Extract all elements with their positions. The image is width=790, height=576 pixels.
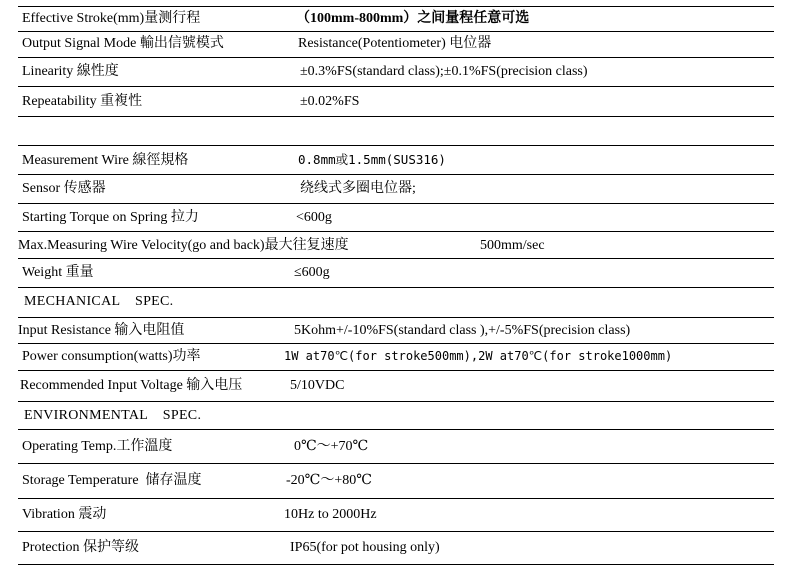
spec-row-linearity (18, 58, 774, 87)
spec-value: ±0.02%FS (300, 94, 360, 109)
spec-label: Vibration 震动 (22, 507, 107, 522)
spec-label: Starting Torque on Spring 拉力 (22, 210, 199, 225)
spec-label: Weight 重量 (22, 265, 94, 280)
section-heading: ENVIRONMENTAL SPEC. (24, 408, 202, 423)
spec-label: Power consumption(watts)功率 (22, 349, 201, 364)
spec-value: IP65(for pot housing only) (290, 540, 440, 555)
section-mechanical (18, 288, 774, 318)
spec-label: Protection 保护等级 (22, 540, 140, 555)
spec-label: Storage Temperature 储存温度 (22, 473, 202, 488)
spec-value: 10Hz to 2000Hz (284, 507, 377, 522)
spec-value: 500mm/sec (480, 238, 545, 253)
spec-row-sensor (18, 174, 774, 204)
spec-label: Output Signal Mode 輸出信號模式 (22, 36, 224, 51)
section-heading: MECHANICAL SPEC. (24, 294, 174, 309)
spec-label: Recommended Input Voltage 输入电压 (20, 378, 243, 393)
spec-row-repeatability (18, 87, 774, 117)
spec-value: 1W at70℃(for stroke500mm),2W at70℃(for stroke1000mm) (284, 349, 673, 363)
spec-row-max-velocity (18, 232, 774, 259)
spec-row-weight (18, 259, 774, 288)
spec-value: 5/10VDC (290, 378, 345, 393)
spec-label: Max.Measuring Wire Velocity(go and back)最大往复速度 (18, 238, 349, 253)
spec-label: Input Resistance 输入电阻值 (18, 323, 185, 338)
spec-label: Measurement Wire 線徑規格 (22, 153, 189, 168)
spec-row-storage-temp (18, 464, 774, 499)
spec-label: Effective Stroke(mm)量测行程 (22, 11, 201, 26)
section-environmental (18, 402, 774, 430)
spec-row-output-signal (18, 31, 774, 58)
spec-value: 0.8mm或1.5mm(SUS316) (298, 152, 446, 167)
spec-row-starting-torque (18, 204, 774, 232)
spec-row-vibration (18, 499, 774, 532)
spec-label: Operating Temp.工作溫度 (22, 439, 173, 454)
spec-row-power-consumption (18, 344, 774, 371)
spec-row-measurement-wire (18, 145, 774, 175)
spec-value: （100mm-800mm）之间量程任意可选 (296, 11, 530, 26)
spec-value: ≤600g (294, 265, 330, 280)
spec-value: 绕线式多圈电位器; (300, 181, 416, 196)
spec-value: 0℃～+70℃ (294, 439, 369, 454)
spec-value: -20℃～+80℃ (286, 473, 372, 488)
spec-row-protection (18, 532, 774, 565)
spec-value: 5Kohm+/-10%FS(standard class ),+/-5%FS(precision class) (294, 323, 631, 338)
spec-label: Linearity 線性度 (22, 64, 119, 79)
spec-value: Resistance(Potentiometer) 电位器 (298, 36, 492, 51)
spec-row-effective-stroke (18, 6, 774, 32)
spec-row-input-voltage (18, 371, 774, 402)
spec-value: ±0.3%FS(standard class);±0.1%FS(precision class) (300, 64, 588, 79)
spec-label: Sensor 传感器 (22, 181, 106, 196)
spec-value: <600g (296, 210, 332, 225)
spec-label: Repeatability 重複性 (22, 94, 143, 109)
spec-row-input-resistance (18, 318, 774, 344)
spec-row-operating-temp (18, 430, 774, 464)
